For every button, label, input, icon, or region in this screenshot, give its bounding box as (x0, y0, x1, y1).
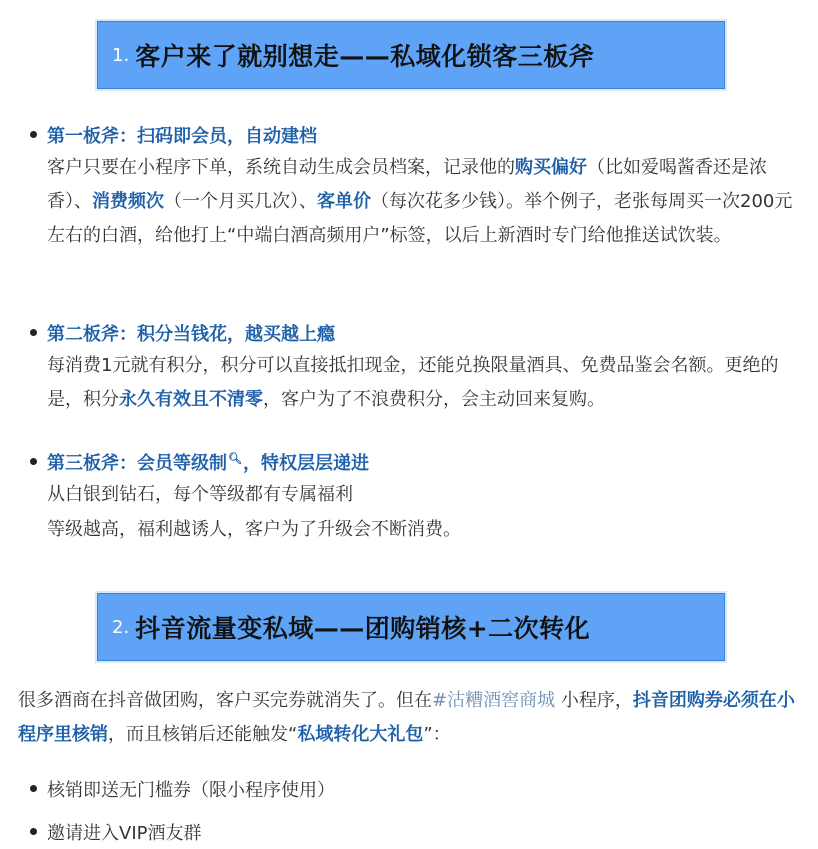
text-run: ”： (423, 724, 451, 745)
highlight-text: 客单价 (317, 191, 371, 212)
text-run: （一个月买几次）、 (164, 191, 317, 212)
heading-number: 1. (112, 44, 130, 66)
bullet-title-part: 第三板斧：会员等级制 (47, 453, 227, 474)
highlight-text: 购买偏好 (515, 157, 587, 178)
bullet-dot (30, 131, 37, 138)
paragraph (47, 349, 807, 417)
bullet-dot (30, 828, 37, 835)
text-run: 客户只要在小程序下单，系统自动生成会员档案，记录他的 (47, 157, 515, 178)
paragraph-line: 从白银到钻石，每个等级都有专属福利 (47, 484, 353, 505)
paragraph (47, 151, 807, 253)
bullet-title: 第二板斧：积分当钱花，越买越上瘾 (47, 324, 335, 345)
heading-title: 抖音流量变私域——团购销核+二次转化 (135, 614, 591, 643)
text-run: ，而且核销后还能触发“ (108, 724, 298, 745)
text-run: ，客户为了不浪费积分，会主动回来复购。 (263, 389, 605, 410)
paragraph-line: 等级越高，福利越诱人，客户为了升级会不断消费。 (47, 519, 461, 540)
list-item-text: 邀请进入VIP酒友群 (47, 823, 202, 844)
text-run: 每消费1元就有积分，积分可以直接抵扣现金，还能兑换限量酒具、免费品鉴会名额。更绝的是，积分 (47, 355, 779, 410)
search-icon[interactable]: 🔍︎ (228, 452, 242, 465)
list-item-text: 核销即送无门槛券（限小程序使用） (47, 780, 335, 801)
highlight-text: 抖音团购券必须在小程序里核销 (18, 690, 795, 745)
heading-title: 客户来了就别想走——私域化锁客三板斧 (135, 42, 595, 71)
bullet-dot (30, 329, 37, 336)
intro-paragraph (18, 684, 808, 752)
mini-program-link[interactable]: #沽糟酒窖商城 (432, 690, 556, 711)
text-run: （比如爱喝酱香还是浓香）、 (47, 157, 767, 212)
text-run: 很多酒商在抖音做团购，客户买完券就消失了。但在 (18, 690, 432, 711)
section-heading-1 (97, 21, 725, 89)
highlight-text: 私域转化大礼包 (297, 724, 424, 745)
heading-number: 2. (112, 616, 130, 638)
text-run: （每次花多少钱）。举个例子，老张每周买一次200元左右的白酒，给他打上“中端白酒高频用户”标签，以后上新酒时专门给他推送试饮装。 (47, 191, 793, 246)
highlight-text: 永久有效且不清零 (119, 389, 263, 410)
bullet-title: 第一板斧：扫码即会员，自动建档 (47, 126, 317, 147)
text-run: 小程序， (555, 690, 633, 711)
bullet-title (47, 449, 369, 475)
bullet-dot (30, 785, 37, 792)
highlight-text: 消费频次 (92, 191, 164, 212)
section-heading-2 (97, 593, 725, 661)
bullet-title-part: ，特权层层递进 (242, 453, 369, 474)
bullet-dot (30, 458, 37, 465)
